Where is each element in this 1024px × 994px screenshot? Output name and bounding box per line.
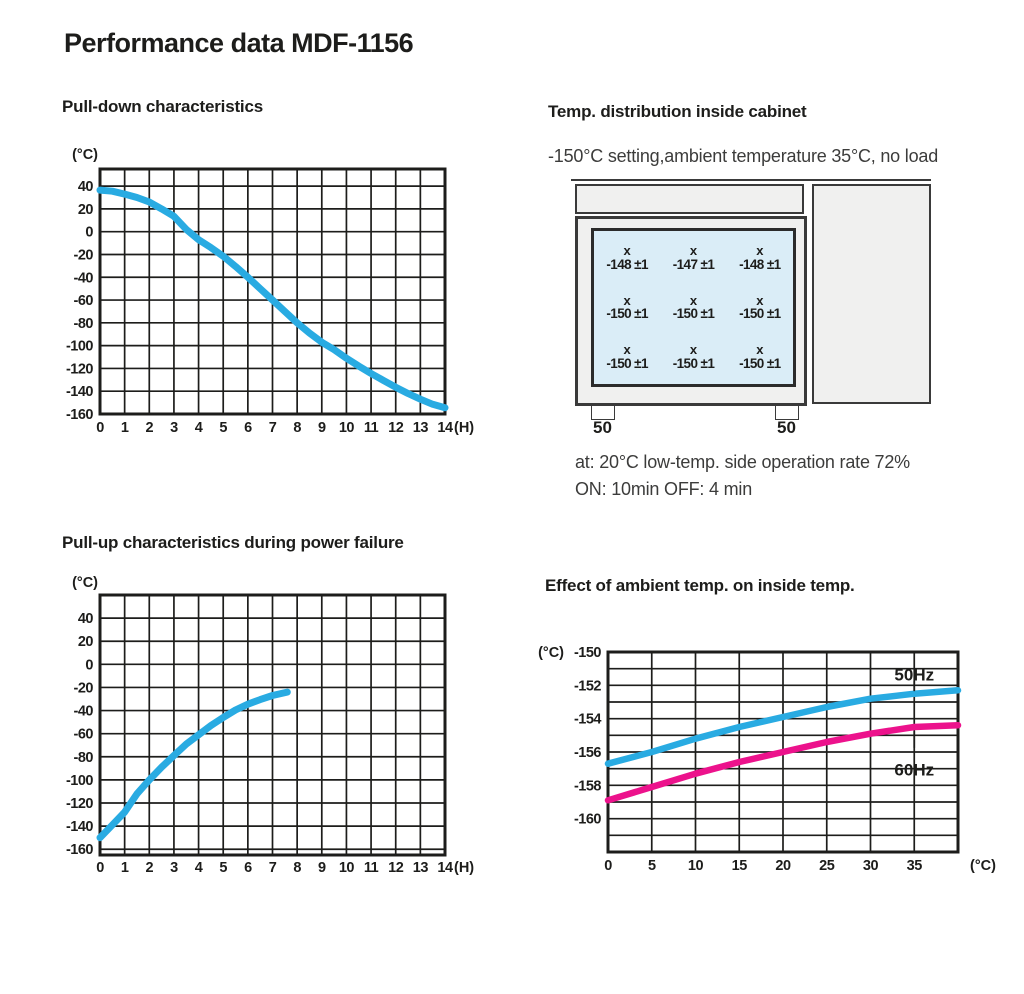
x-tick-label: 4 <box>194 420 203 436</box>
x-tick-label: 0 <box>96 420 104 436</box>
y-tick-label: -80 <box>73 749 93 766</box>
measure-point-value: -150 ±1 <box>739 306 781 322</box>
y-tick-label: -60 <box>73 726 93 743</box>
pulldown-chart-svg <box>52 140 507 445</box>
measure-point <box>606 244 648 272</box>
measure-point-value: -148 ±1 <box>739 256 781 272</box>
x-tick-label: 14 <box>437 860 453 876</box>
y-tick-label: 20 <box>77 634 93 651</box>
x-tick-label: 1 <box>120 860 129 876</box>
measure-row <box>594 343 793 371</box>
measure-point-value: -150 ±1 <box>606 355 648 371</box>
measure-point <box>673 294 715 322</box>
x-tick-label: 13 <box>412 420 428 436</box>
y-tick-label: -120 <box>65 796 93 812</box>
measure-row <box>594 294 793 322</box>
y-tick-label: -152 <box>573 678 601 695</box>
y-tick-label: 20 <box>77 201 93 218</box>
measure-point <box>739 343 781 371</box>
legend-label-50hz: 50Hz <box>894 665 935 685</box>
measure-point-value: -148 ±1 <box>606 256 648 272</box>
heading-pulldown: Pull-down characteristics <box>62 97 263 116</box>
heading-ambient-effect: Effect of ambient temp. on inside temp. <box>545 576 855 595</box>
legend-label-60hz: 60Hz <box>894 760 935 780</box>
chart-pulldown <box>52 140 507 450</box>
x-tick-label: 6 <box>244 420 252 436</box>
measure-point-marker: x <box>689 242 698 258</box>
y-tick-label: -100 <box>65 772 93 789</box>
measure-point-marker: x <box>756 242 764 258</box>
x-tick-label: 6 <box>244 860 252 876</box>
curve-pull-up-temperature <box>100 692 287 838</box>
measure-point-marker: x <box>623 242 631 258</box>
cabinet-machine-compartment <box>812 184 931 404</box>
y-tick-label: 40 <box>77 611 93 628</box>
measure-point-marker: x <box>623 292 631 308</box>
x-tick-label: 3 <box>170 860 178 876</box>
x-tick-label: 10 <box>338 420 354 436</box>
x-tick-label: 10 <box>338 860 354 876</box>
y-axis-unit-label: (°C) <box>72 575 98 591</box>
measure-point-value: -150 ±1 <box>606 306 648 322</box>
chart-ambient <box>538 634 1018 894</box>
x-tick-label: 25 <box>819 858 835 874</box>
x-tick-label: 2 <box>145 420 154 436</box>
y-tick-label: -20 <box>73 680 93 697</box>
x-tick-label: 15 <box>731 858 747 874</box>
y-tick-label: 40 <box>77 179 93 196</box>
y-tick-label: -160 <box>573 811 601 828</box>
y-tick-label: -20 <box>73 247 93 264</box>
x-tick-label: 7 <box>268 420 277 436</box>
x-tick-label: 1 <box>120 420 129 436</box>
y-tick-label: 0 <box>85 224 93 241</box>
y-tick-label: -160 <box>65 407 93 423</box>
measure-point <box>606 294 648 322</box>
y-tick-label: -160 <box>65 842 93 859</box>
x-tick-label: 10 <box>687 858 704 874</box>
measure-point-value: -147 ±1 <box>672 256 715 272</box>
y-tick-label: -140 <box>65 819 93 836</box>
measure-point-value: -150 ±1 <box>672 355 715 371</box>
measure-point-marker: x <box>689 342 698 358</box>
y-tick-label: -100 <box>65 338 93 355</box>
heading-temp-distribution: Temp. distribution inside cabinet <box>548 102 807 121</box>
cabinet-lid <box>575 184 804 214</box>
x-tick-label: 0 <box>96 860 104 876</box>
x-tick-label: 2 <box>145 860 154 876</box>
measure-point-marker: x <box>623 342 631 358</box>
page-title: Performance data MDF-1156 <box>64 28 414 58</box>
x-tick-label: 13 <box>412 860 428 876</box>
ambient-chart-svg <box>538 634 1018 889</box>
y-axis-unit-label: (°C) <box>72 147 98 163</box>
measure-point <box>673 244 715 272</box>
y-tick-label: -40 <box>73 703 93 720</box>
x-tick-label: 8 <box>293 420 301 436</box>
x-tick-label: 3 <box>170 420 178 436</box>
x-tick-label: 12 <box>388 420 404 436</box>
pullup-chart-svg <box>52 568 507 878</box>
y-tick-label: -40 <box>73 270 93 287</box>
measure-point-marker: x <box>756 292 764 308</box>
measure-point <box>673 343 715 371</box>
y-tick-label: -156 <box>573 745 601 761</box>
x-tick-label: 30 <box>862 858 879 874</box>
x-tick-label: 12 <box>388 860 404 876</box>
y-tick-label: -158 <box>573 778 601 795</box>
cabinet-diagram <box>571 178 933 438</box>
x-tick-label: 11 <box>363 860 379 876</box>
x-tick-label: 4 <box>194 860 203 876</box>
x-axis-unit-label: (H) <box>454 860 475 876</box>
x-tick-label: 0 <box>604 858 612 874</box>
measure-row <box>594 244 793 272</box>
x-tick-label: 9 <box>317 860 326 876</box>
y-tick-label: 0 <box>85 657 93 674</box>
x-tick-label: 5 <box>219 420 228 436</box>
cabinet-body <box>575 216 807 406</box>
x-tick-label: 11 <box>363 420 379 436</box>
measure-point-value: -150 ±1 <box>739 355 781 371</box>
x-tick-label: 5 <box>647 858 656 874</box>
measure-point-marker: x <box>756 342 764 358</box>
x-tick-label: 14 <box>437 420 453 436</box>
y-tick-label: -80 <box>73 315 93 332</box>
measure-point <box>606 343 648 371</box>
measure-point-marker: x <box>689 292 698 308</box>
cabinet-top-outline <box>571 179 931 181</box>
note-operation-rate: at: 20°C low-temp. side operation rate 72% <box>575 452 910 472</box>
y-axis-unit-label: (°C) <box>538 645 564 661</box>
measurement-area <box>591 228 796 387</box>
y-tick-label: -60 <box>73 293 93 310</box>
dimension-label-right: 50 <box>777 418 796 437</box>
y-tick-label: -140 <box>65 384 93 401</box>
x-tick-label: 7 <box>268 860 277 876</box>
measure-point <box>739 244 781 272</box>
x-tick-label: 8 <box>293 860 301 876</box>
test-condition-text: -150°C setting,ambient temperature 35°C, no load <box>548 146 939 166</box>
y-tick-label: -154 <box>573 711 601 728</box>
x-tick-label: 9 <box>317 420 326 436</box>
x-axis-unit-label: (°C) <box>970 858 996 874</box>
dimension-label-left: 50 <box>593 418 612 437</box>
x-tick-label: 35 <box>906 858 922 874</box>
y-tick-label: -150 <box>573 645 601 661</box>
note-on-off-cycle: ON: 10min OFF: 4 min <box>575 479 753 499</box>
measure-point <box>739 294 781 322</box>
x-tick-label: 20 <box>775 858 791 874</box>
x-tick-label: 5 <box>219 860 228 876</box>
x-axis-unit-label: (H) <box>454 420 475 436</box>
measure-point-value: -150 ±1 <box>672 306 715 322</box>
chart-pullup <box>52 568 507 883</box>
y-tick-label: -120 <box>65 361 93 378</box>
heading-pullup: Pull-up characteristics during power failure <box>62 533 404 552</box>
